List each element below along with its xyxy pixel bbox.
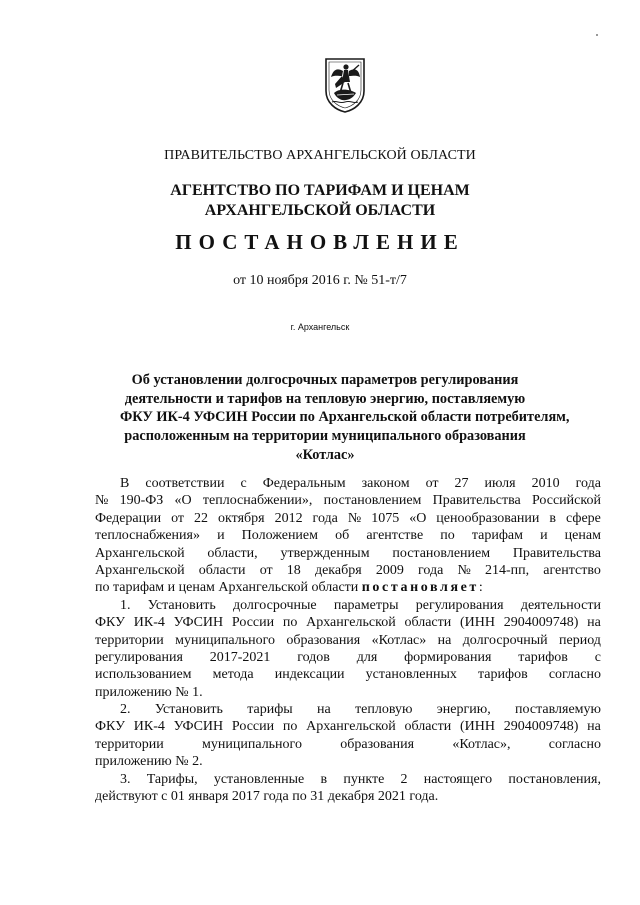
- word: регулирования: [415, 597, 504, 613]
- word: территории: [95, 736, 164, 752]
- word: 2017-2021: [209, 649, 271, 665]
- word: законом: [361, 476, 410, 491]
- word: образования: [286, 632, 361, 648]
- coat-of-arms-icon: [323, 57, 367, 113]
- document-body: [95, 475, 601, 805]
- word: ФКУ: [95, 615, 126, 631]
- word: долгосрочный: [462, 632, 548, 648]
- word: 22: [194, 510, 209, 526]
- document-date-number: от 10 ноября 2016 г. № 51-т/7: [233, 273, 407, 288]
- scan-speck: [596, 34, 598, 36]
- word: от: [425, 476, 439, 491]
- word: №: [457, 562, 471, 578]
- word: по: [282, 719, 298, 735]
- word: от: [259, 562, 273, 578]
- word: №: [95, 493, 109, 509]
- word: ИК-4: [133, 615, 165, 631]
- word: по: [282, 615, 298, 631]
- word: Федерации: [95, 510, 162, 526]
- word: на: [317, 702, 331, 718]
- body-line: [95, 510, 601, 527]
- body-line: [95, 527, 601, 544]
- word: ИК-4: [133, 719, 165, 735]
- word: от: [171, 510, 185, 526]
- body-line: [95, 545, 601, 562]
- word: ценообразовании: [436, 510, 540, 526]
- word: муниципального: [202, 736, 302, 752]
- word: 27: [454, 476, 469, 491]
- word: постановлением: [392, 545, 491, 561]
- word: Правительства: [432, 493, 521, 509]
- word: №: [347, 510, 362, 526]
- item-3-line: действуют с 01 января 2017 года по 31 декабря 2021 года.: [95, 789, 439, 805]
- word: поставляемую: [515, 702, 601, 718]
- word: года: [417, 562, 444, 578]
- word: УФСИН: [173, 615, 224, 631]
- word: тепловую: [355, 702, 413, 718]
- decree-word: постановляет: [361, 580, 479, 596]
- word: 1075: [371, 510, 400, 526]
- word: для: [356, 649, 378, 665]
- word: области: [404, 719, 452, 735]
- word: Российской: [531, 493, 601, 509]
- word: сфере: [566, 510, 601, 526]
- word: использованием: [95, 667, 192, 683]
- item-2-line: приложению № 2.: [95, 754, 203, 770]
- word: года: [312, 510, 338, 526]
- word: с: [594, 649, 601, 665]
- word: тарифам: [471, 528, 523, 544]
- word: в: [320, 771, 328, 787]
- word: России: [231, 615, 275, 631]
- word: согласно: [548, 736, 601, 752]
- word: по: [440, 528, 455, 544]
- agency-name: [0, 181, 640, 221]
- word: (ИНН: [460, 615, 495, 631]
- item-2-line: [95, 718, 601, 735]
- agency-name-line: АГЕНТСТВО ПО ТАРИФАМ И ЦЕНАМ: [170, 182, 470, 199]
- word: настоящего: [423, 771, 493, 787]
- government-name: ПРАВИТЕЛЬСТВО АРХАНГЕЛЬСКОЙ ОБЛАСТИ: [164, 148, 476, 163]
- word: июля: [484, 476, 516, 491]
- word: территории: [95, 632, 164, 648]
- title-line: «Котлас»: [295, 446, 355, 463]
- decree-colon: :: [478, 580, 483, 596]
- word: Тарифы,: [146, 771, 198, 787]
- word: Установить: [147, 597, 216, 613]
- word: России: [231, 719, 275, 735]
- item-1-line: [95, 649, 601, 666]
- word: на: [587, 719, 601, 735]
- title-line: Об установлении долгосрочных параметров регулирования: [131, 372, 519, 388]
- word: 18: [286, 562, 301, 578]
- word: индексации: [274, 667, 345, 683]
- body-line: [95, 562, 601, 579]
- body-line: [95, 579, 601, 596]
- word: постановления,: [508, 771, 601, 787]
- word: «Котлас»: [371, 632, 427, 648]
- word: Правительства: [512, 545, 601, 561]
- word: муниципального: [175, 632, 276, 648]
- word: 2009: [375, 562, 404, 578]
- word: года: [575, 476, 601, 491]
- body-line: [95, 475, 601, 492]
- word: в: [549, 510, 557, 526]
- word: соответствии: [145, 476, 225, 491]
- word: утвержденным: [280, 545, 370, 561]
- word: Положением: [241, 528, 318, 544]
- title-line: ФКУ ИК-4 УФСИН России по Архангельской области потребителям,: [120, 409, 570, 426]
- word: формирования: [404, 649, 492, 665]
- document-type: ПОСТАНОВЛЕНИЕ: [175, 230, 465, 254]
- word: согласно: [548, 667, 601, 683]
- word: «О: [409, 510, 427, 526]
- word: период: [559, 632, 601, 648]
- word: регулирования: [95, 649, 183, 665]
- word: Федеральным: [262, 476, 346, 491]
- word: с: [240, 476, 247, 491]
- word: Архангельской: [306, 719, 396, 735]
- word: тарифов: [478, 667, 528, 683]
- word: тарифов: [518, 649, 568, 665]
- word: теплоснабжении»,: [202, 493, 313, 509]
- word: ценам: [564, 528, 601, 544]
- word: и: [217, 528, 225, 544]
- word: (ИНН: [460, 719, 495, 735]
- word: параметры: [333, 597, 399, 613]
- word: 190-ФЗ: [119, 493, 164, 509]
- word: деятельности: [520, 597, 601, 613]
- word: тарифы: [247, 702, 293, 718]
- word: постановлением: [323, 493, 422, 509]
- word: 2.: [120, 702, 131, 718]
- word: В: [120, 476, 130, 491]
- item-3-line: [95, 771, 601, 788]
- word: 2010: [531, 476, 560, 491]
- word: области: [404, 615, 452, 631]
- word: Архангельской: [95, 562, 185, 578]
- word: об: [335, 528, 350, 544]
- item-1-line: приложению № 1.: [95, 684, 203, 700]
- word: области,: [207, 545, 258, 561]
- word: долгосрочные: [232, 597, 317, 613]
- word: теплоснабжения»: [95, 528, 200, 544]
- title-line: расположенным на территории муниципального образования: [124, 428, 526, 445]
- document-city: г. Архангельск: [290, 322, 350, 332]
- item-2-line: [95, 701, 601, 718]
- item-1-line: [95, 614, 601, 631]
- word: области: [198, 562, 246, 578]
- word: установленных: [365, 667, 457, 683]
- item-1-line: [95, 597, 601, 614]
- word: метода: [212, 667, 254, 683]
- word: 2904009748): [503, 719, 579, 735]
- item-1-line: [95, 632, 601, 649]
- word: ФКУ: [95, 719, 126, 735]
- word: установленные: [213, 771, 305, 787]
- preamble-last-text: по тарифам и ценам Архангельской области: [95, 580, 359, 596]
- word: 2904009748): [503, 615, 579, 631]
- word: Установить: [154, 702, 223, 718]
- word: агентство: [543, 562, 601, 578]
- word: 2: [400, 771, 408, 787]
- word: 1.: [120, 597, 131, 613]
- word: 214-пп,: [484, 562, 530, 578]
- word: энергию,: [436, 702, 491, 718]
- title-line: деятельности и тарифов на тепловую энергию, поставляемую: [124, 390, 526, 407]
- word: и: [540, 528, 548, 544]
- word: Архангельской: [306, 615, 396, 631]
- word: образования: [340, 736, 415, 752]
- word: на: [587, 615, 601, 631]
- word: Архангельской: [95, 545, 185, 561]
- word: 2012: [274, 510, 303, 526]
- word: агентстве: [366, 528, 424, 544]
- word: годов: [297, 649, 330, 665]
- word: «Котлас»,: [452, 736, 511, 752]
- document-title: [120, 371, 570, 465]
- agency-name-line: АРХАНГЕЛЬСКОЙ ОБЛАСТИ: [204, 202, 436, 219]
- word: декабря: [314, 562, 362, 578]
- body-line: [95, 492, 601, 509]
- word: октября: [218, 510, 265, 526]
- word: на: [437, 632, 452, 648]
- item-2-line: [95, 736, 601, 753]
- word: «О: [174, 493, 192, 509]
- item-1-line: [95, 666, 601, 683]
- word: 3.: [120, 771, 131, 787]
- word: пункте: [343, 771, 385, 787]
- word: УФСИН: [173, 719, 224, 735]
